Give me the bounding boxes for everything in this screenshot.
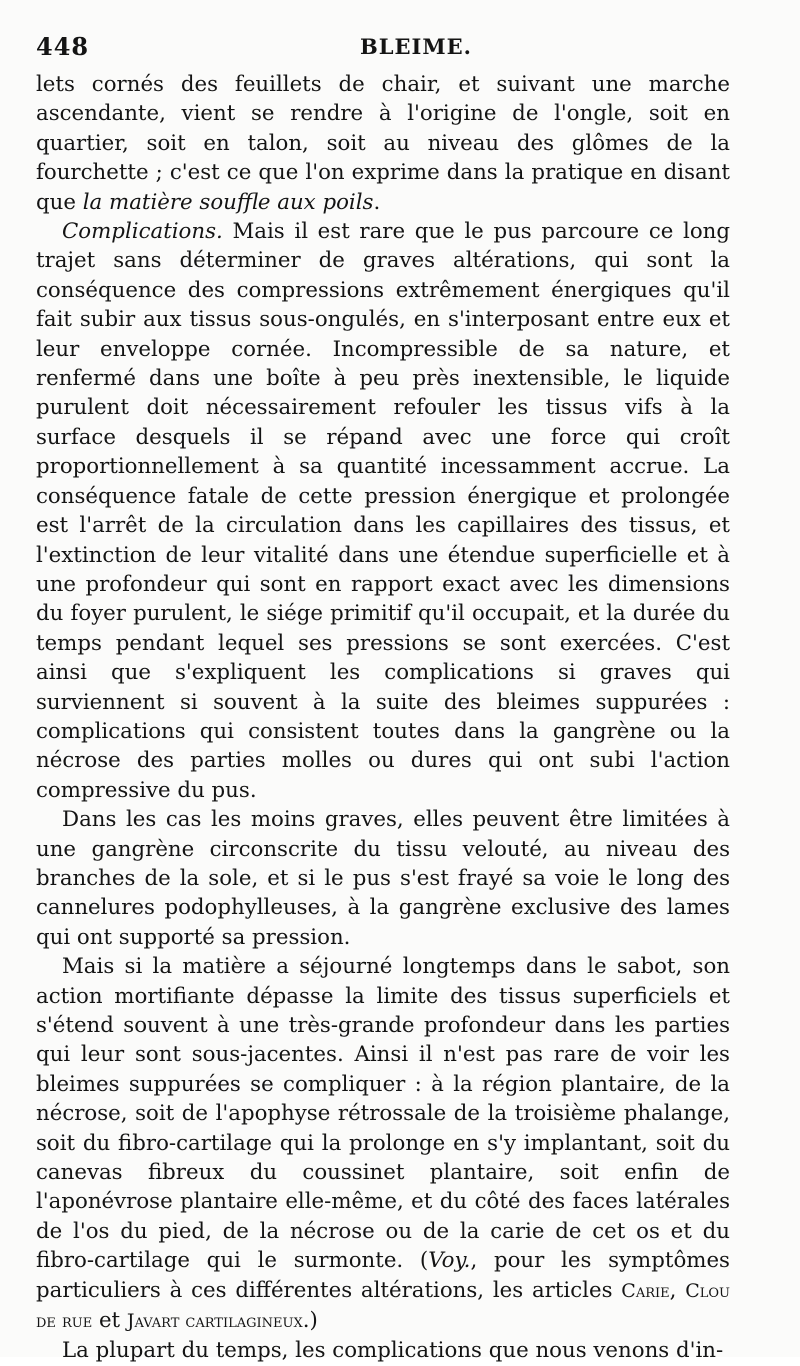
complications-heading: Complications. <box>62 219 223 245</box>
ref-clou-de-rue: Clou de rue <box>36 1279 730 1333</box>
paragraph-2: Complications. Mais il est rare que le pus parcoure ce long trajet sans déterminer de graves altérations, qui sont la conséquence des compressions extrêmement énergiques qu'il fait subir aux tissus sous-ongulés, en s'interposant entre eux et leur enveloppe cornée. Incompressible de sa nature, et renfermé dans une boîte à peu près inextensible, le liquide purulent doit nécessairement refouler les tissus vifs à la surface desquels il se répand avec une force qui croît proportionnellement à sa quantité incessamment accrue. La conséquence fatale de cette pression énergique et prolongée est l'arrêt de la circulation dans les capillaires des tissus, et l'extinction de leur vitalité dans une étendue superficielle et à une profondeur qui sont en rapport exact avec les dimensions du foyer purulent, le siége primitif qu'il occupait, et la durée du temps pendant lequel ses pressions se sont exercées. C'est ainsi que s'expliquent les complications si graves qui surviennent si souvent à la suite des bleimes suppurées : complications qui consistent toutes dans la gangrène ou la nécrose des parties molles ou dures qui ont subi l'action compressive du pus. <box>36 219 730 803</box>
running-title: BLEIME. <box>360 34 472 59</box>
page-header <box>36 32 730 62</box>
ref-javart-cartilagineux: Javart cartilagineux <box>126 1310 303 1333</box>
ref-carie: Carie <box>621 1279 670 1302</box>
body-text <box>36 70 730 1366</box>
paragraph-5: La plupart du temps, les complications que nous venons d'in- <box>62 1338 724 1364</box>
paragraph-3: Dans les cas les moins graves, elles peuvent être limitées à une gangrène circonscrite du tissu velouté, au niveau des branches de la sole, et si le pus s'est frayé sa voie le long des cannelures podophylleuses, à la gangrène exclusive des lames qui ont supporté sa pression. <box>36 807 730 950</box>
paragraph-1: lets cornés des feuillets de chair, et suivant une marche ascendante, vient se rendre à l'origine de l'ongle, soit en quartier, soit en talon, soit au niveau des glômes de la fourchette ; c'est ce que l'on exprime dans la pratique en disant que la matière souffle aux poils. <box>36 72 730 215</box>
paragraph-4: Mais si la matière a séjourné longtemps dans le sabot, son action mortifiante dépasse la limite des tissus superficiels et s'étend souvent à une très-grande profondeur dans les parties qui leur sont sous-jacentes. Ainsi il n'est pas rare de voir les bleimes suppurées se compliquer : à la région plantaire, de la nécrose, soit de l'apophyse rétrossale de la troisième phalange, soit du fibro-cartilage qui la prolonge en s'y implantant, soit du canevas fibreux du coussinet plantaire, soit enfin de l'aponévrose plantaire elle-même, et du côté des faces latérales de l'os du pied, de la nécrose ou de la carie de cet os et du fibro-cartilage qui le surmonte. (Voy., pour les symptômes particuliers à ces différentes altérations, les articles Carie, Clou de rue et Javart cartilagineux.) <box>36 954 730 1334</box>
page-number: 448 <box>36 32 90 61</box>
